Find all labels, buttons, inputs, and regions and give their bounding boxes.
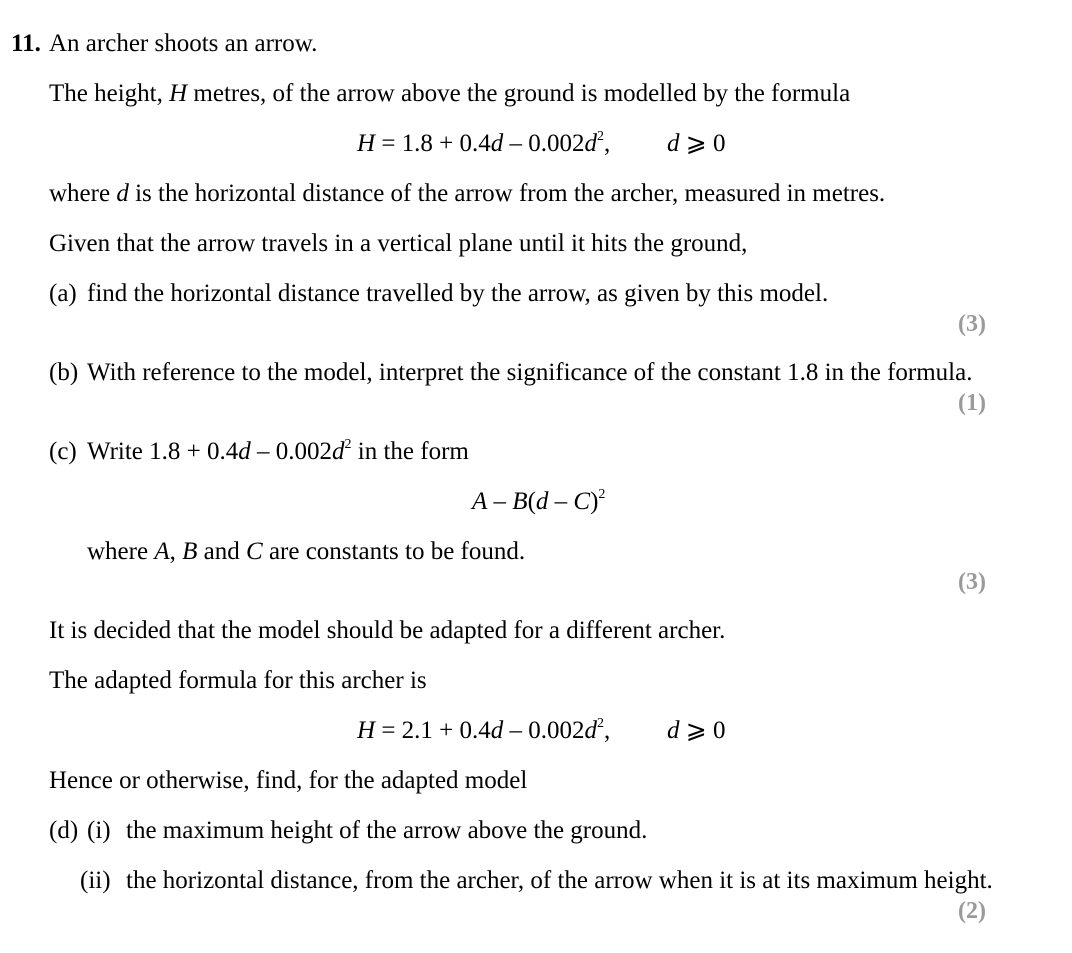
formula-original: $H = 1.8 + 0.4d - 0.002d^2$, — [357, 128, 611, 157]
model-description: The height, H metres, of the arrow above the ground is modelled by the formula — [49, 80, 851, 107]
question-number: 11. — [11, 30, 41, 57]
part-c-constants: where A, B and C are constants to be found. — [87, 538, 526, 565]
variable-definition: where d is the horizontal distance of the arrow from the archer, measured in metres. — [49, 180, 886, 207]
completed-square-form: A – B(d – C)$^2$ — [472, 486, 606, 515]
formula-adapted-condition: d ⩾ 0 — [667, 717, 726, 744]
part-d-label: (d) — [49, 817, 79, 844]
adapted-intro: It is decided that the model should be adapted for a different archer. — [49, 617, 726, 644]
part-d-ii-text: the horizontal distance, from the archer, of the arrow when it is at its maximum height. — [126, 867, 993, 894]
part-c-text: Write $1.8 + 0.4d - 0.002d^2$ in the form — [87, 436, 469, 465]
part-d-i-label: (i) — [87, 817, 111, 844]
part-d-ii-label: (ii) — [80, 867, 111, 894]
question-intro: An archer shoots an arrow. — [49, 30, 318, 57]
part-a-label: (a) — [49, 280, 77, 307]
part-d-i-text: the maximum height of the arrow above the ground. — [126, 817, 648, 844]
part-a-marks: (3) — [958, 311, 986, 337]
formula-adapted: $H = 2.1 + 0.4d - 0.002d^2$, — [357, 715, 611, 744]
part-c-marks: (3) — [958, 569, 986, 595]
formula-original-condition: d ⩾ 0 — [667, 130, 726, 157]
part-b-marks: (1) — [958, 390, 986, 416]
part-c-label: (c) — [49, 438, 77, 465]
part-a — [49, 279, 77, 309]
part-b-label: (b) — [49, 359, 79, 386]
given-statement: Given that the arrow travels in a vertical plane until it hits the ground, — [49, 230, 748, 257]
hence-statement: Hence or otherwise, find, for the adapted model — [49, 767, 528, 794]
part-d-marks: (2) — [958, 898, 986, 924]
part-a-text: find the horizontal distance travelled by the arrow, as given by this model. — [87, 280, 829, 307]
part-b-text: With reference to the model, interpret the significance of the constant 1.8 in the formula. — [87, 359, 973, 386]
adapted-formula-text: The adapted formula for this archer is — [49, 667, 427, 694]
